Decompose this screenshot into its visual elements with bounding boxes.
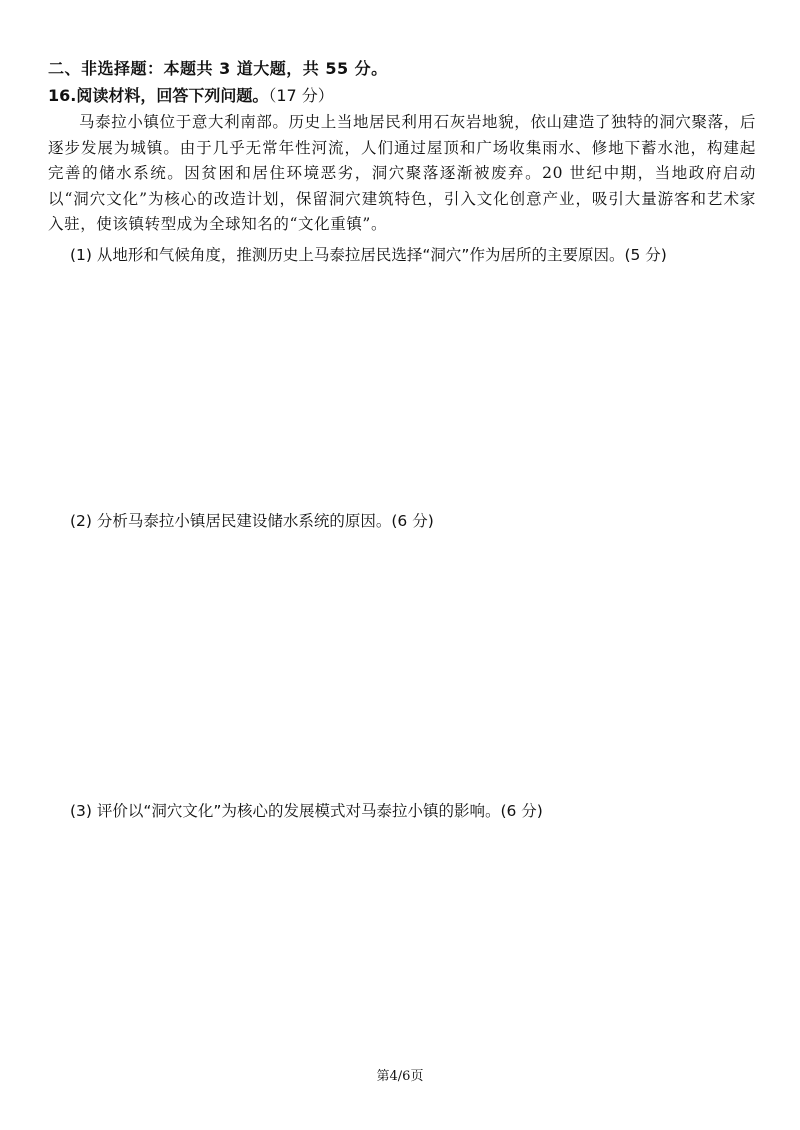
sub-question-2: (2) 分析马泰拉小镇居民建设储水系统的原因。(6 分) (70, 512, 434, 530)
question-prompt: 阅读材料，回答下列问题。 (76, 86, 269, 105)
answer-area-1[interactable] (70, 270, 750, 500)
answer-area-2[interactable] (70, 536, 750, 786)
sub-question-3: (3) 评价以“洞穴文化”为核心的发展模式对马泰拉小镇的影响。(6 分) (70, 802, 543, 820)
sub-question-1: (1) 从地形和气候角度，推测历史上马泰拉居民选择“洞穴”作为居所的主要原因。(5 分) (70, 246, 667, 264)
answer-area-3[interactable] (70, 826, 750, 1046)
question-score: （17 分） (268, 86, 334, 105)
question-number: 16. (48, 86, 77, 105)
reading-passage: 马泰拉小镇位于意大利南部。历史上当地居民利用石灰岩地貌，依山建造了独特的洞穴聚落，后逐步发展为城镇。由于几乎无常年性河流，人们通过屋顶和广场收集雨水、修地下蓄水池，构建起完善的储水系统。因贫困和居住环境恶劣，洞穴聚落逐渐被废弃。20 世纪中期，当地政府启动以“洞穴文化”为核心的改造计划，保留洞穴建筑特色，引入文化创意产业，吸引大量游客和艺术家入驻，使该镇转型成为全球知名的“文化重镇”。 (48, 113, 756, 233)
section-heading: 二、非选择题：本题共 3 道大题，共 55 分。 (48, 59, 388, 78)
page-number: 第4/6页 (376, 1069, 424, 1084)
question-title (48, 85, 334, 107)
